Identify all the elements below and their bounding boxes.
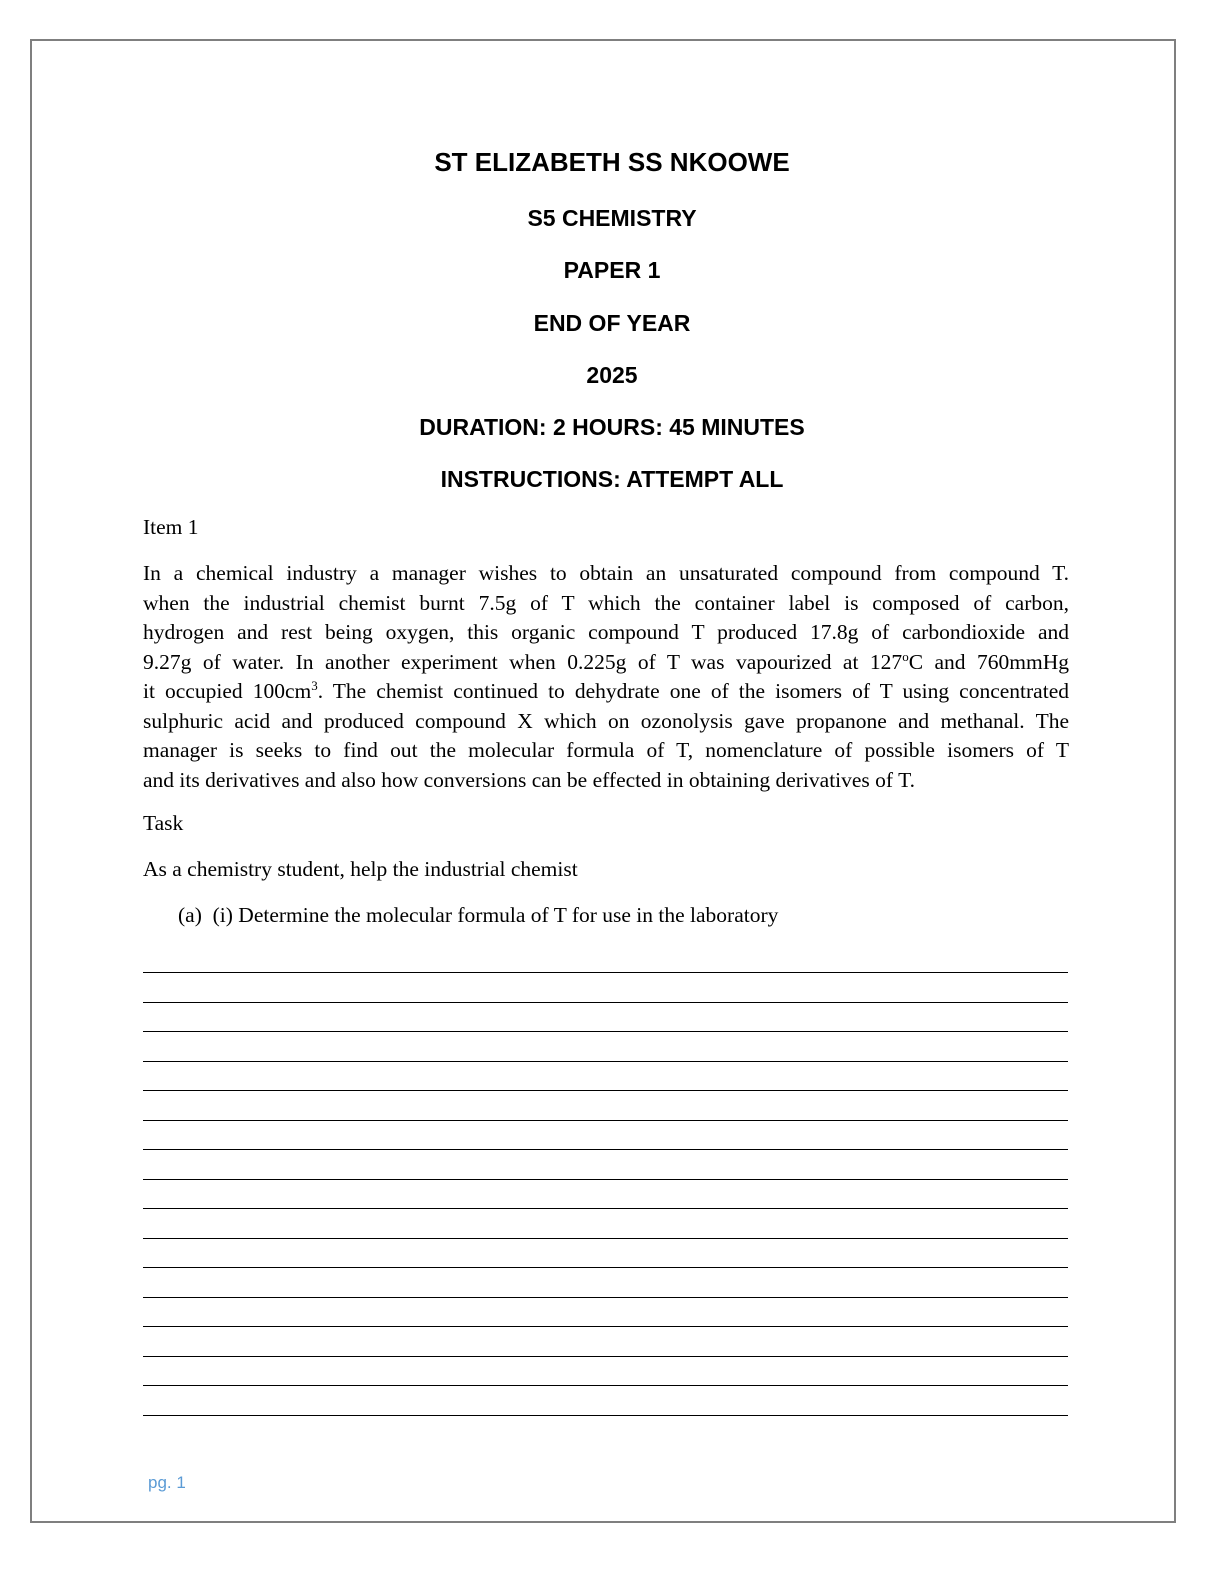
answer-line[interactable] (143, 1062, 1068, 1092)
school-name: ST ELIZABETH SS NKOOWE (434, 147, 790, 177)
answer-line[interactable] (143, 1121, 1068, 1151)
scenario-text: it occupied 100cm (143, 679, 312, 703)
scenario-line (143, 677, 1069, 707)
answer-line[interactable] (143, 1032, 1068, 1062)
term-title: END OF YEAR (533, 310, 691, 336)
answer-line[interactable] (143, 1239, 1068, 1269)
answer-line[interactable] (143, 1091, 1068, 1121)
answer-space[interactable] (143, 970, 1068, 1416)
answer-line[interactable] (143, 1386, 1068, 1416)
paper-title: PAPER 1 (563, 257, 661, 283)
scenario-line: sulphuric acid and produced compound X which on ozonolysis gave propanone and methanal. The (143, 708, 1069, 733)
scenario-text: . The chemist continued to dehydrate one of the isomers of T using concentrated (317, 679, 1069, 703)
scenario-text: C and 760mmHg (908, 649, 1069, 674)
answer-line[interactable] (143, 1357, 1068, 1387)
year-title: 2025 (586, 362, 638, 388)
question-a-i (178, 901, 778, 931)
answer-line[interactable] (143, 1327, 1068, 1357)
item-label: Item 1 (143, 515, 199, 539)
instructions-title: INSTRUCTIONS: ATTEMPT ALL (440, 466, 784, 492)
task-intro: As a chemistry student, help the industrial chemist (143, 857, 578, 881)
scenario-text: 9.27g of water. In another experiment when 0.225g of T was vapourized at 127 (143, 649, 903, 674)
question-subpart: (i) Determine the molecular formula of T for use in the laboratory (212, 903, 779, 927)
scenario-paragraph (143, 559, 1069, 795)
answer-line[interactable] (143, 1298, 1068, 1328)
question-part: (a) (178, 903, 202, 927)
scenario-line: In a chemical industry a manager wishes to obtain an unsaturated compound from compound T. (143, 561, 1069, 585)
cube-superscript: 3 (311, 678, 318, 693)
answer-line[interactable] (143, 1268, 1068, 1298)
answer-line[interactable] (143, 1150, 1068, 1180)
scenario-line: and its derivatives and also how conversions can be effected in obtaining derivatives of T. (143, 767, 915, 792)
scenario-line: hydrogen and rest being oxygen, this organic compound T produced 17.8g of carbondioxide and (143, 620, 1069, 644)
degree-superscript: o (902, 648, 909, 664)
subject-title: S5 CHEMISTRY (527, 205, 697, 231)
answer-line[interactable] (143, 1180, 1068, 1210)
scenario-line: manager is seeks to find out the molecular formula of T, nomenclature of possible isomers of T (143, 738, 1069, 762)
answer-line[interactable] (143, 973, 1068, 1003)
page-number: pg. 1 (148, 1473, 186, 1492)
scenario-line: when the industrial chemist burnt 7.5g of T which the container label is composed of carbon, (143, 590, 1069, 615)
scenario-line (143, 648, 1069, 678)
duration-title: DURATION: 2 HOURS: 45 MINUTES (419, 414, 805, 440)
task-label: Task (143, 811, 184, 835)
answer-line[interactable] (143, 1003, 1068, 1033)
answer-line[interactable] (143, 1209, 1068, 1239)
